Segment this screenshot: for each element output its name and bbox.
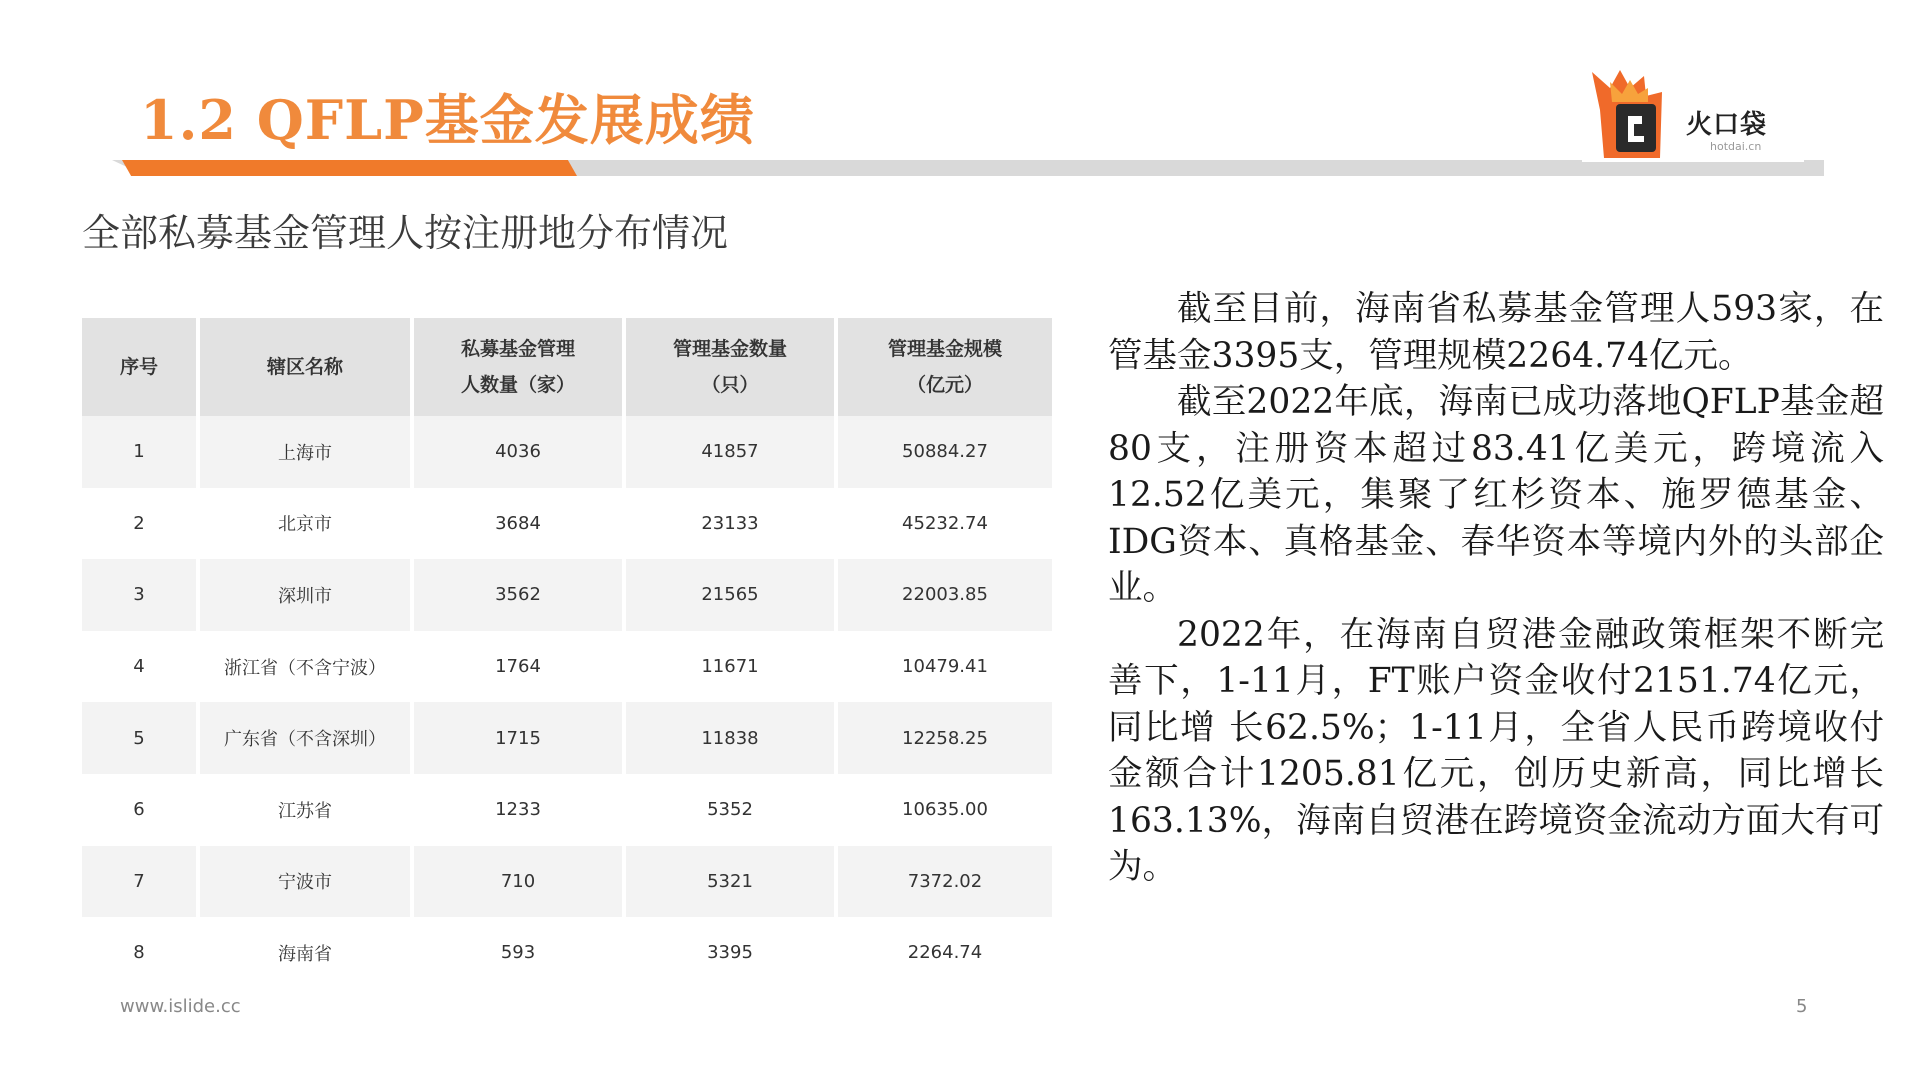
cell-fund-count: 5321 [626, 846, 838, 918]
cell-fund-scale: 45232.74 [838, 488, 1052, 560]
cell-region: 北京市 [200, 488, 414, 560]
table-row [82, 559, 1052, 631]
company-logo [1582, 66, 1804, 162]
cell-region: 宁波市 [200, 846, 414, 918]
paragraph-qflp: 截至2022年底，海南已成功落地QFLP基金超80支，注册资本超过83.41亿美元，跨境流入12.52亿美元，集聚了红杉资本、施罗德基金、 IDG资本、真格基金、春华资本等境内外的头部企业。 [1108, 382, 1884, 608]
cell-manager-count: 1715 [414, 702, 626, 774]
header-fund-scale: 管理基金规模 （亿元） [838, 318, 1052, 416]
cell-index: 7 [82, 846, 200, 918]
cell-fund-scale: 50884.27 [838, 416, 1052, 488]
cell-index: 1 [82, 416, 200, 488]
logo-domain: hotdai.cn [1710, 140, 1762, 153]
table-header-row [82, 318, 1052, 416]
table-row [82, 846, 1052, 918]
cell-fund-count: 5352 [626, 774, 838, 846]
logo-name: 火口袋 [1686, 110, 1768, 140]
page-number: 5 [1796, 996, 1808, 1017]
body-text [1108, 286, 1884, 891]
cell-index: 4 [82, 631, 200, 703]
cell-fund-scale: 7372.02 [838, 846, 1052, 918]
cell-fund-count: 23133 [626, 488, 838, 560]
cell-fund-count: 3395 [626, 917, 838, 989]
table-row [82, 488, 1052, 560]
cell-manager-count: 3684 [414, 488, 626, 560]
cell-fund-count: 21565 [626, 559, 838, 631]
cell-fund-scale: 2264.74 [838, 917, 1052, 989]
cell-manager-count: 710 [414, 846, 626, 918]
table-heading: 全部私募基金管理人按注册地分布情况 [82, 211, 729, 255]
slide-title: 1.2 QFLP基金发展成绩 [140, 88, 755, 152]
cell-region: 江苏省 [200, 774, 414, 846]
cell-fund-scale: 10635.00 [838, 774, 1052, 846]
cell-index: 2 [82, 488, 200, 560]
cell-fund-count: 11838 [626, 702, 838, 774]
cell-fund-scale: 10479.41 [838, 631, 1052, 703]
cell-fund-scale: 12258.25 [838, 702, 1052, 774]
header-fund-count: 管理基金数量 （只） [626, 318, 838, 416]
fund-manager-table [82, 318, 1052, 989]
header-manager-count: 私募基金管理 人数量（家） [414, 318, 626, 416]
footer-url: www.islide.cc [120, 996, 241, 1017]
title-accent-bar [122, 160, 577, 176]
cell-region: 深圳市 [200, 559, 414, 631]
table-row [82, 917, 1052, 989]
table-row [82, 774, 1052, 846]
cell-manager-count: 1764 [414, 631, 626, 703]
header-region: 辖区名称 [200, 318, 414, 416]
cell-index: 6 [82, 774, 200, 846]
table-row [82, 702, 1052, 774]
table-row [82, 631, 1052, 703]
paragraph-cross-border: 2022年，在海南自贸港金融政策框架不断完善下，1-11月，FT账户资金收付2151.74亿元， 同比增 长62.5%；1-11月，全省人民币跨境收付金额合计1205.81亿元，创历史新高，同比增长163.13%，海南自贸港在跨境资金流动方面大有可为。 [1108, 614, 1884, 887]
cell-region: 广东省（不含深圳） [200, 702, 414, 774]
table-row [82, 416, 1052, 488]
cell-region: 上海市 [200, 416, 414, 488]
header-index: 序号 [82, 318, 200, 416]
cell-index: 3 [82, 559, 200, 631]
cell-fund-scale: 22003.85 [838, 559, 1052, 631]
cell-index: 8 [82, 917, 200, 989]
cell-manager-count: 4036 [414, 416, 626, 488]
flame-pocket-logo-icon [1582, 66, 1682, 162]
cell-fund-count: 41857 [626, 416, 838, 488]
cell-region: 海南省 [200, 917, 414, 989]
cell-manager-count: 593 [414, 917, 626, 989]
cell-fund-count: 11671 [626, 631, 838, 703]
paragraph-managers: 截至目前，海南省私募基金管理人593家，在管基金3395支，管理规模2264.74亿元。 [1108, 289, 1884, 376]
cell-index: 5 [82, 702, 200, 774]
cell-manager-count: 1233 [414, 774, 626, 846]
cell-region: 浙江省（不含宁波） [200, 631, 414, 703]
cell-manager-count: 3562 [414, 559, 626, 631]
